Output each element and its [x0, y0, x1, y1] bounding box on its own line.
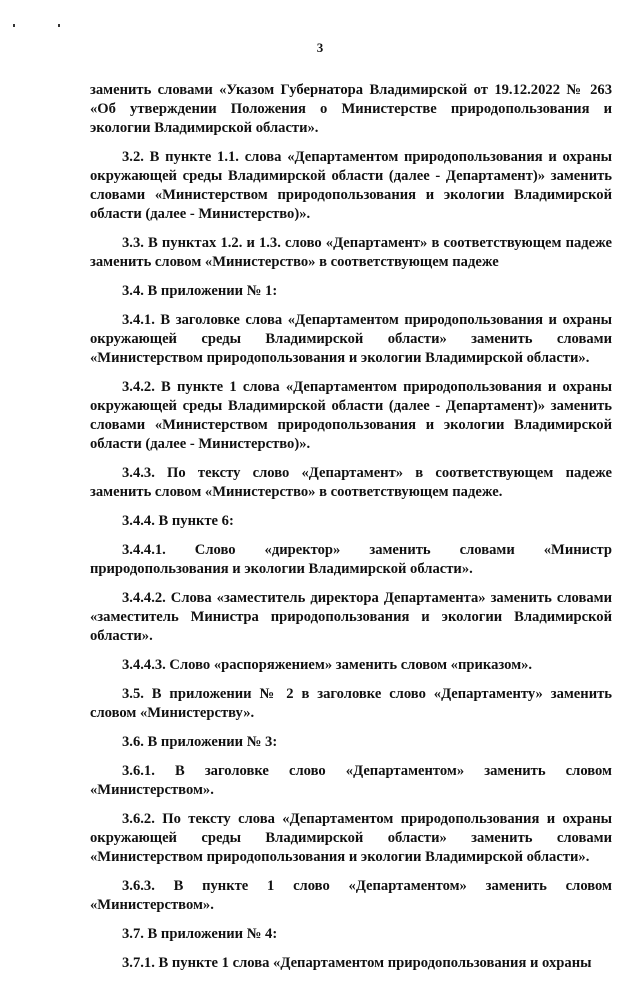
paragraph-3-4-2: 3.4.2. В пункте 1 слова «Департаментом природопользования и охраны окружающей среды Владимирской области (далее - Департамент)» заменить словами «Министерством природопользования и экологии Владимирской области (далее - Министерство)». [90, 379, 612, 452]
paragraph-3-7: 3.7. В приложении № 4: [122, 926, 278, 942]
paragraph-3-2: 3.2. В пункте 1.1. слова «Департаментом природопользования и охраны окружающей среды Владимирской области (далее - Департамент)» заменить словами «Министерством природопользования и экологии Владимирской области (далее - Министерство)». [90, 149, 612, 222]
paragraph-3-4: 3.4. В приложении № 1: [122, 283, 278, 299]
paragraph-3-4-4: 3.4.4. В пункте 6: [122, 513, 234, 529]
paragraph-3-5: 3.5. В приложении № 2 в заголовке слово «Департаменту» заменить словом «Министерству». [90, 686, 612, 721]
paragraph-3-7-1: 3.7.1. В пункте 1 слова «Департаментом природопользования и охраны [122, 955, 592, 971]
paragraph-3-6: 3.6. В приложении № 3: [122, 734, 278, 750]
paragraph-3-4-4-3: 3.4.4.3. Слово «распоряжением» заменить словом «приказом». [122, 657, 533, 673]
document-body [90, 81, 612, 983]
paragraph-continuation: заменить словами «Указом Губернатора Владимирской от 19.12.2022 № 263 «Об утверждении Положения о Министерстве природопользования и экологии Владимирской области». [90, 82, 612, 136]
paragraph-3-6-3: 3.6.3. В пункте 1 слово «Департаментом» заменить словом «Министерством». [90, 878, 612, 913]
paragraph-3-6-1: 3.6.1. В заголовке слово «Департаментом» заменить словом «Министерством». [90, 763, 612, 798]
scan-artifact [58, 24, 60, 27]
paragraph-3-4-4-1: 3.4.4.1. Слово «директор» заменить словами «Министр природопользования и экологии Владимирской области». [90, 542, 612, 577]
scan-artifact [13, 24, 15, 27]
paragraph-3-6-2: 3.6.2. По тексту слова «Департаментом природопользования и охраны окружающей среды Владимирской области» заменить словами «Министерством природопользования и экологии Владимирской области». [90, 811, 612, 865]
paragraph-3-4-1: 3.4.1. В заголовке слова «Департаментом природопользования и охраны окружающей среды Владимирской области» заменить словами «Министерством природопользования и экологии Владимирской области». [90, 312, 612, 366]
paragraph-3-4-4-2: 3.4.4.2. Слова «заместитель директора Департамента» заменить словами «заместитель Министра природопользования и экологии Владимирской области». [90, 590, 612, 644]
paragraph-3-4-3: 3.4.3. По тексту слово «Департамент» в соответствующем падеже заменить словом «Министерство» в соответствующем падеже. [90, 465, 612, 500]
paragraph-3-3: 3.3. В пунктах 1.2. и 1.3. слово «Департамент» в соответствующем падеже заменить словом «Министерство» в соответствующем падеже [90, 235, 612, 270]
page-number: 3 [316, 40, 324, 55]
